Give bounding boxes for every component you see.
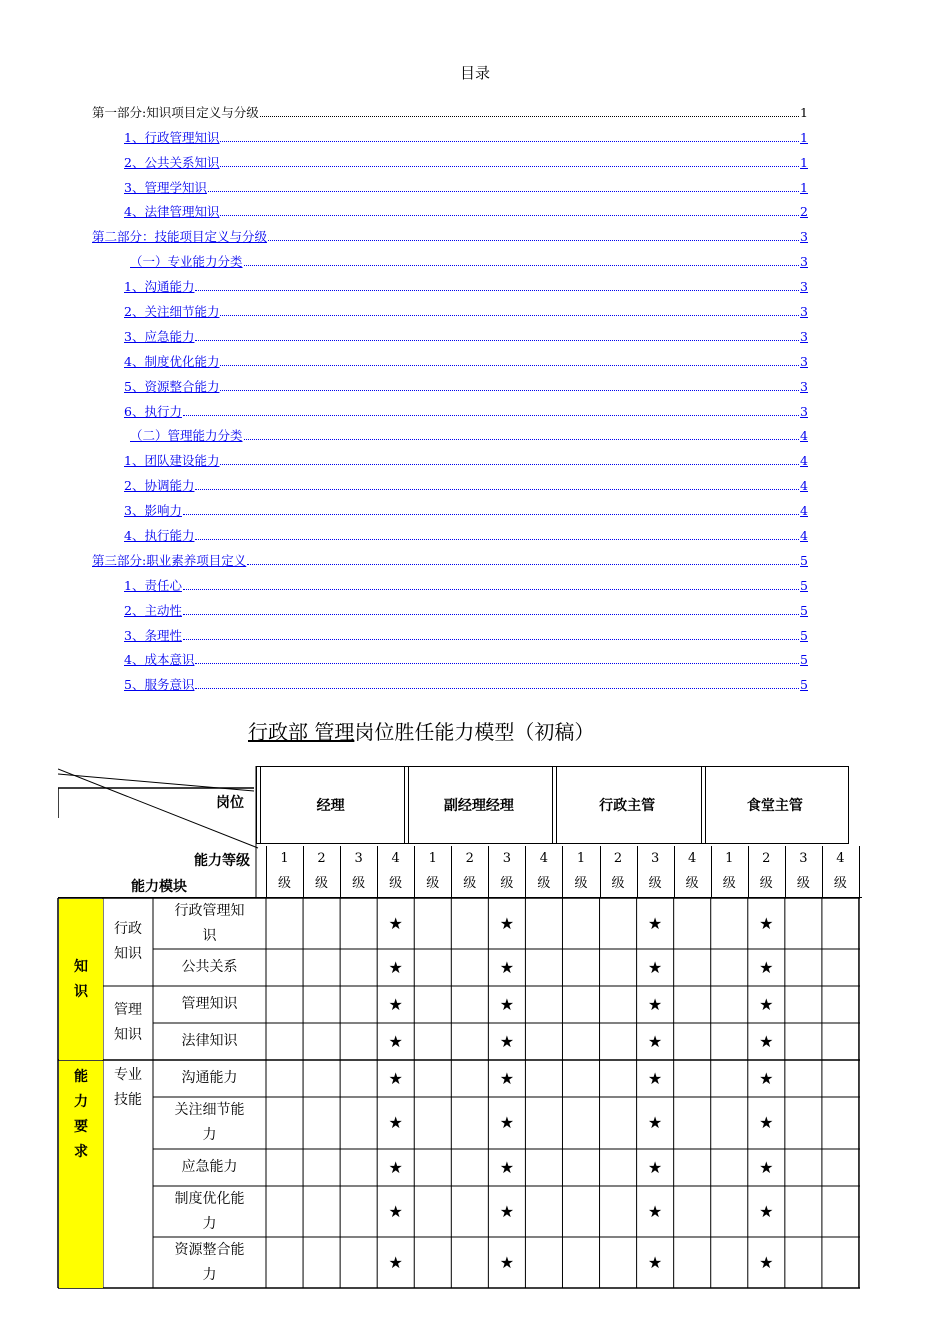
toc-entry-page: 5 <box>800 652 808 668</box>
toc-entry-label: 5、服务意识 <box>124 677 195 693</box>
level-divider <box>562 846 563 898</box>
star-mark: ★ <box>388 1068 403 1088</box>
toc-entry-page: 4 <box>800 453 808 469</box>
star-mark: ★ <box>647 913 663 933</box>
ability-item-line: 应急能力 <box>181 1159 238 1175</box>
level-number: 4 <box>391 851 400 866</box>
toc-leader-dots <box>183 415 799 416</box>
level-unit: 级 <box>463 876 477 891</box>
toc-entry-label: 1、沟通能力 <box>124 279 195 295</box>
toc-entry-label: 4、制度优化能力 <box>124 353 220 369</box>
module-char: 识 <box>74 983 88 1000</box>
toc-leader-dots <box>183 514 799 515</box>
level-unit: 级 <box>426 876 440 891</box>
level-divider <box>340 846 341 898</box>
level-divider <box>711 846 712 898</box>
level-unit: 级 <box>796 876 810 891</box>
toc-entry-page: 4 <box>800 528 808 544</box>
toc-entry[interactable] <box>92 370 808 395</box>
toc-leader-dots <box>268 240 799 241</box>
level-number: 3 <box>354 851 363 866</box>
toc-entry[interactable] <box>92 295 808 320</box>
ability-item <box>153 1097 266 1149</box>
toc-leader-dots <box>183 614 799 615</box>
ability-item-line: 管理知识 <box>181 996 238 1012</box>
position-header: 食堂主管 <box>701 766 849 844</box>
level-divider <box>377 846 378 898</box>
level-unit: 级 <box>500 876 514 891</box>
toc-entry[interactable] <box>92 544 808 569</box>
toc-entry-label: 4、执行能力 <box>124 528 195 544</box>
toc-entry-label: 3、管理学知识 <box>124 179 207 195</box>
toc-entry-label: （二）管理能力分类 <box>130 428 243 444</box>
toc-leader-dots <box>247 564 799 565</box>
toc-entry[interactable] <box>92 420 808 445</box>
position-header: 行政主管 <box>552 766 701 844</box>
ability-item-line: 关注细节能 <box>174 1102 245 1118</box>
toc-entry[interactable] <box>92 220 808 245</box>
level-unit: 级 <box>759 876 773 891</box>
document-title <box>248 716 594 745</box>
star-mark: ★ <box>499 1252 515 1272</box>
toc-entry-label: 6、执行力 <box>124 403 182 419</box>
toc-entry-label: 3、条理性 <box>124 627 182 643</box>
level-header <box>600 846 637 898</box>
star-mark: ★ <box>388 1252 403 1272</box>
level-unit: 级 <box>574 876 588 891</box>
star-mark: ★ <box>388 913 403 933</box>
toc-entry-page: 3 <box>800 378 808 394</box>
star-mark: ★ <box>647 1157 663 1177</box>
star-mark: ★ <box>647 1113 663 1132</box>
module-cell <box>59 899 103 1060</box>
level-divider <box>748 846 749 898</box>
level-number: 1 <box>280 851 289 866</box>
toc-leader-dots <box>220 315 799 316</box>
toc-leader-dots <box>244 265 800 266</box>
toc-entry[interactable] <box>92 146 808 171</box>
toc-entry-page: 1 <box>800 154 808 170</box>
module-char: 力 <box>74 1094 88 1110</box>
toc-entry-page: 3 <box>800 279 808 295</box>
level-header <box>674 846 711 898</box>
level-divider <box>303 846 304 898</box>
level-header <box>748 846 785 898</box>
toc-entry[interactable] <box>92 345 808 370</box>
group-cell-line: 技能 <box>114 1092 142 1108</box>
level-header <box>785 846 822 898</box>
toc-title: 目录 <box>459 64 490 82</box>
level-unit: 级 <box>277 876 291 891</box>
level-number: 1 <box>428 851 437 866</box>
level-divider <box>525 846 526 898</box>
toc-entry[interactable] <box>92 494 808 519</box>
level-header <box>822 846 859 898</box>
level-number: 1 <box>725 851 734 866</box>
toc-entry[interactable] <box>92 395 808 420</box>
toc-leader-dots <box>195 539 799 540</box>
level-unit: 级 <box>648 876 662 891</box>
toc-entry-page: 1 <box>800 129 808 145</box>
level-number: 4 <box>539 851 549 866</box>
ability-item-line: 力 <box>202 1266 217 1283</box>
star-mark: ★ <box>647 1068 663 1088</box>
group-cell-line: 专业 <box>114 1067 142 1083</box>
toc-entry[interactable] <box>92 444 808 469</box>
group-cell <box>103 898 153 986</box>
toc-entry-label: 5、资源整合能力 <box>124 378 220 394</box>
level-divider <box>488 846 489 898</box>
star-mark: ★ <box>499 957 515 977</box>
level-divider <box>414 846 415 898</box>
toc-entry[interactable] <box>92 270 808 295</box>
level-header <box>488 846 525 898</box>
document-title-underlined: 行政部 管理 <box>248 720 355 744</box>
header-level-label: 能力等级 <box>194 853 250 869</box>
star-mark: ★ <box>647 1201 663 1221</box>
star-mark: ★ <box>499 1201 515 1221</box>
toc-entry-label: 3、影响力 <box>124 503 182 519</box>
toc-leader-dots <box>220 141 799 142</box>
toc-leader-dots <box>195 340 799 341</box>
toc-entry-page: 5 <box>800 602 808 618</box>
star-mark: ★ <box>388 1113 403 1132</box>
toc-entry-label: 1、行政管理知识 <box>124 129 220 145</box>
toc-leader-dots <box>195 489 799 490</box>
ability-item <box>153 1023 266 1060</box>
ability-item-line: 识 <box>202 927 217 944</box>
toc-entry-label: 4、成本意识 <box>124 652 195 668</box>
toc-entry-label: 2、主动性 <box>124 602 182 618</box>
ability-item <box>153 1186 266 1237</box>
toc-entry-page: 4 <box>800 478 808 494</box>
document-title-rest: 岗位胜任能力模型（初稿） <box>354 720 595 744</box>
module-char: 要 <box>74 1119 88 1135</box>
level-divider <box>266 846 267 898</box>
toc-leader-dots <box>220 166 799 167</box>
group-cell <box>103 986 153 1060</box>
module-cell <box>59 1061 103 1288</box>
toc-leader-dots <box>183 639 799 640</box>
level-number: 1 <box>576 851 586 866</box>
level-divider <box>637 846 638 898</box>
level-unit: 级 <box>537 876 551 891</box>
star-mark: ★ <box>388 957 403 977</box>
star-mark: ★ <box>388 1157 403 1177</box>
toc-leader-dots <box>260 116 799 117</box>
toc-entry[interactable] <box>92 121 808 146</box>
header-module-label: 能力模块 <box>131 879 187 895</box>
star-mark: ★ <box>647 1031 663 1051</box>
toc-entry-label: 1、责任心 <box>124 577 182 593</box>
star-mark: ★ <box>499 1068 515 1088</box>
toc-leader-dots <box>195 688 799 689</box>
toc-entry-page: 5 <box>800 677 808 693</box>
level-unit: 级 <box>833 876 847 891</box>
level-unit: 级 <box>611 876 625 891</box>
level-unit: 级 <box>722 876 736 891</box>
ability-item-line: 法律知识 <box>181 1033 238 1049</box>
ability-item-line: 资源整合能 <box>174 1241 245 1258</box>
level-unit: 级 <box>389 876 403 891</box>
star-mark: ★ <box>499 1113 515 1132</box>
toc-entry[interactable] <box>92 519 808 544</box>
star-mark: ★ <box>759 1113 774 1132</box>
header-position-label: 岗位 <box>216 795 244 811</box>
level-header <box>266 846 303 898</box>
level-number: 2 <box>762 851 771 866</box>
level-number: 2 <box>317 851 326 866</box>
group-cell-line: 知识 <box>114 946 142 962</box>
level-divider <box>785 846 786 898</box>
toc-leader-dots <box>220 215 799 216</box>
level-header <box>562 846 599 898</box>
star-mark: ★ <box>759 1068 774 1088</box>
level-number: 3 <box>799 851 808 866</box>
star-mark: ★ <box>759 957 774 977</box>
position-header: 经理 <box>256 766 405 844</box>
toc-leader-dots <box>220 365 799 366</box>
level-number: 2 <box>613 851 623 866</box>
ability-item-line: 公共关系 <box>181 959 238 975</box>
ability-item-line: 沟通能力 <box>181 1070 238 1086</box>
module-char: 求 <box>74 1144 88 1160</box>
star-mark: ★ <box>388 1201 403 1221</box>
star-mark: ★ <box>759 913 774 933</box>
level-divider <box>822 846 823 898</box>
toc-leader-dots <box>208 191 799 192</box>
toc-entry-page: 5 <box>800 577 808 593</box>
toc-entry-label: （一）专业能力分类 <box>130 254 243 270</box>
toc-entry-page: 2 <box>800 204 808 220</box>
toc-entry[interactable] <box>92 619 808 644</box>
toc-entry[interactable] <box>92 569 808 594</box>
ability-item-line: 力 <box>202 1215 217 1232</box>
toc-entry-page: 3 <box>800 304 808 320</box>
ability-item-line: 行政管理知 <box>174 902 245 919</box>
toc-entry-label: 2、公共关系知识 <box>124 154 220 170</box>
toc-entry-page: 5 <box>800 552 808 568</box>
toc-entry-page: 1 <box>800 179 808 195</box>
competency-table-header <box>58 766 862 898</box>
toc-entry-label: 1、团队建设能力 <box>124 453 220 469</box>
star-mark: ★ <box>759 1252 774 1272</box>
toc-entry[interactable] <box>92 171 808 196</box>
level-header <box>451 846 488 898</box>
toc-leader-dots <box>183 589 799 590</box>
group-cell-line: 管理 <box>114 1002 142 1018</box>
toc-entry-page: 3 <box>800 254 808 270</box>
toc-entry-label: 第三部分:职业素养项目定义 <box>92 552 247 568</box>
module-char: 知 <box>74 958 88 975</box>
toc-leader-dots <box>220 464 799 465</box>
star-mark: ★ <box>388 994 403 1014</box>
position-header: 副经理经理 <box>404 766 553 844</box>
star-mark: ★ <box>759 994 774 1014</box>
table-of-contents <box>92 96 808 693</box>
level-header <box>637 846 674 898</box>
toc-entry-page: 4 <box>800 503 808 519</box>
toc-entry-page: 1 <box>800 104 808 120</box>
star-mark: ★ <box>647 957 663 977</box>
level-header <box>414 846 451 898</box>
toc-entry <box>92 96 808 121</box>
toc-entry-page: 3 <box>800 403 808 419</box>
level-number: 4 <box>836 851 845 866</box>
level-unit: 级 <box>352 876 366 891</box>
star-mark: ★ <box>647 1252 663 1272</box>
level-number: 2 <box>465 851 474 866</box>
toc-entry-page: 3 <box>800 353 808 369</box>
toc-entry-label: 4、法律管理知识 <box>124 204 220 220</box>
level-unit: 级 <box>315 876 329 891</box>
toc-entry[interactable] <box>92 469 808 494</box>
group-cell-line: 行政 <box>114 921 142 937</box>
toc-entry-page: 5 <box>800 627 808 643</box>
level-number: 4 <box>688 851 697 866</box>
star-mark: ★ <box>759 1031 774 1051</box>
star-mark: ★ <box>388 1031 403 1051</box>
ability-item <box>153 1060 266 1097</box>
level-number: 3 <box>650 851 660 866</box>
group-cell <box>103 1060 153 1116</box>
ability-item <box>153 1149 266 1186</box>
star-mark: ★ <box>499 1157 515 1177</box>
toc-leader-dots <box>195 290 799 291</box>
toc-entry[interactable] <box>92 594 808 619</box>
star-mark: ★ <box>499 994 515 1014</box>
toc-entry-label: 2、协调能力 <box>124 478 195 494</box>
ability-item <box>153 949 266 986</box>
level-header <box>525 846 562 898</box>
level-header <box>340 846 377 898</box>
toc-entry-page: 4 <box>800 428 808 444</box>
level-divider <box>600 846 601 898</box>
toc-entry[interactable] <box>92 668 808 693</box>
ability-item <box>153 1237 266 1288</box>
star-mark: ★ <box>499 913 515 933</box>
level-unit: 级 <box>685 876 699 891</box>
ability-item-line: 力 <box>202 1127 217 1143</box>
toc-entry-label: 2、关注细节能力 <box>124 304 220 320</box>
star-mark: ★ <box>499 1031 515 1051</box>
toc-entry[interactable] <box>92 320 808 345</box>
toc-leader-dots <box>195 663 799 664</box>
level-header <box>303 846 340 898</box>
level-divider <box>451 846 452 898</box>
toc-entry[interactable] <box>92 196 808 221</box>
toc-leader-dots <box>244 439 800 440</box>
level-divider <box>859 846 860 898</box>
star-mark: ★ <box>647 994 663 1014</box>
toc-entry-label: 3、应急能力 <box>124 328 195 344</box>
toc-entry-page: 3 <box>800 328 808 344</box>
toc-entry-page: 3 <box>800 229 808 245</box>
ability-item-line: 制度优化能 <box>174 1190 245 1207</box>
toc-leader-dots <box>220 390 799 391</box>
toc-entry-label: 第一部分:知识项目定义与分级 <box>92 104 259 120</box>
ability-item <box>153 898 266 949</box>
group-cell-line: 知识 <box>114 1027 142 1043</box>
level-header <box>711 846 748 898</box>
level-number: 3 <box>502 851 511 866</box>
toc-entry[interactable] <box>92 644 808 669</box>
toc-entry[interactable] <box>92 245 808 270</box>
ability-item <box>153 986 266 1023</box>
module-char: 能 <box>74 1069 88 1085</box>
level-header <box>377 846 414 898</box>
toc-entry-label: 第二部分：技能项目定义与分级 <box>92 229 268 245</box>
star-mark: ★ <box>759 1157 774 1177</box>
star-mark: ★ <box>759 1201 774 1221</box>
level-divider <box>674 846 675 898</box>
